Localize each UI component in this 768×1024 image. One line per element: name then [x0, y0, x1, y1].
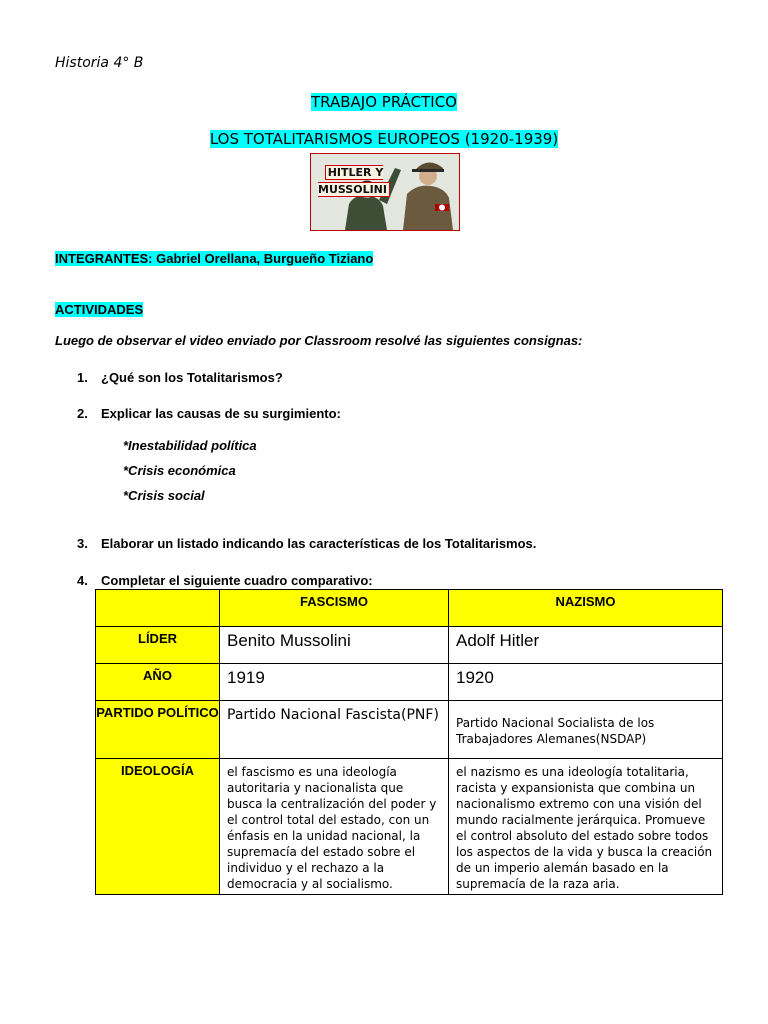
banner-caption-text: HITLER Y MUSSOLINI: [318, 165, 390, 197]
header-empty-cell: [96, 590, 220, 627]
table-header-row: [96, 590, 723, 627]
activities-heading: [55, 302, 143, 317]
question-number: 2.: [77, 406, 88, 421]
document-subtitle: [0, 130, 768, 148]
fascismo-cell: Partido Nacional Fascista(PNF): [220, 701, 449, 759]
cause-item: *Crisis económica: [123, 463, 236, 478]
header-nazismo: NAZISMO: [449, 590, 723, 627]
comparison-table: [95, 589, 723, 895]
fascismo-cell: Benito Mussolini: [220, 627, 449, 664]
members-line: [55, 251, 373, 266]
subtitle-text: LOS TOTALITARISMOS EUROPEOS (1920-1939): [209, 130, 559, 148]
table-row: [96, 627, 723, 664]
row-label: PARTIDO POLÍTICO: [96, 701, 220, 759]
nazismo-cell: Adolf Hitler: [449, 627, 723, 664]
members-text: INTEGRANTES: Gabriel Orellana, Burgueño Tiziano: [55, 251, 374, 266]
activities-heading-text: ACTIVIDADES: [55, 302, 144, 317]
fascismo-cell: el fascismo es una ideología autoritaria y nacionalista que busca la centralización del poder y el control total del estado, con un énfasis en la unidad nacional, la supremacía del estado sobre el individuo y el rechazo a la democracia y al socialismo.: [220, 759, 449, 895]
question-text: Completar el siguiente cuadro comparativo:: [101, 573, 373, 588]
cause-item: *Inestabilidad política: [123, 438, 257, 453]
question-text: Explicar las causas de su surgimiento:: [101, 406, 341, 421]
fascismo-cell: 1919: [220, 664, 449, 701]
question-4: [77, 573, 373, 588]
question-3: [77, 536, 536, 551]
document-title: [0, 93, 768, 111]
hitler-mussolini-image: [310, 153, 460, 231]
title-text: TRABAJO PRÁCTICO: [311, 93, 457, 111]
question-text: Elaborar un listado indicando las características de los Totalitarismos.: [101, 536, 537, 551]
table-row: [96, 664, 723, 701]
table-row: [96, 759, 723, 895]
course-label: Historia 4° B: [55, 55, 144, 71]
row-label: LÍDER: [96, 627, 220, 664]
banner-caption: [315, 164, 393, 198]
question-text: ¿Qué son los Totalitarismos?: [101, 370, 283, 385]
question-number: 3.: [77, 536, 88, 551]
question-1: [77, 370, 283, 385]
header-fascismo: FASCISMO: [220, 590, 449, 627]
nazismo-cell: 1920: [449, 664, 723, 701]
nazismo-cell: Partido Nacional Socialista de los Trabajadores Alemanes(NSDAP): [449, 701, 723, 759]
question-2: [77, 406, 341, 421]
row-label: IDEOLOGÍA: [96, 759, 220, 895]
question-number: 1.: [77, 370, 88, 385]
question-number: 4.: [77, 573, 88, 588]
cause-item: *Crisis social: [123, 488, 205, 503]
row-label: AÑO: [96, 664, 220, 701]
nazismo-cell: el nazismo es una ideología totalitaria, racista y expansionista que combina un nacionalismo extremo con una visión del mundo racialmente jerárquica. Promueve el control absoluto del estado sobre todos los aspectos de la vida y busca la creación de un imperio alemán basado en la supremacía de la raza aria.: [449, 759, 723, 895]
instruction-text: Luego de observar el video enviado por Classroom resolvé las siguientes consignas:: [55, 333, 583, 348]
table-row: [96, 701, 723, 759]
